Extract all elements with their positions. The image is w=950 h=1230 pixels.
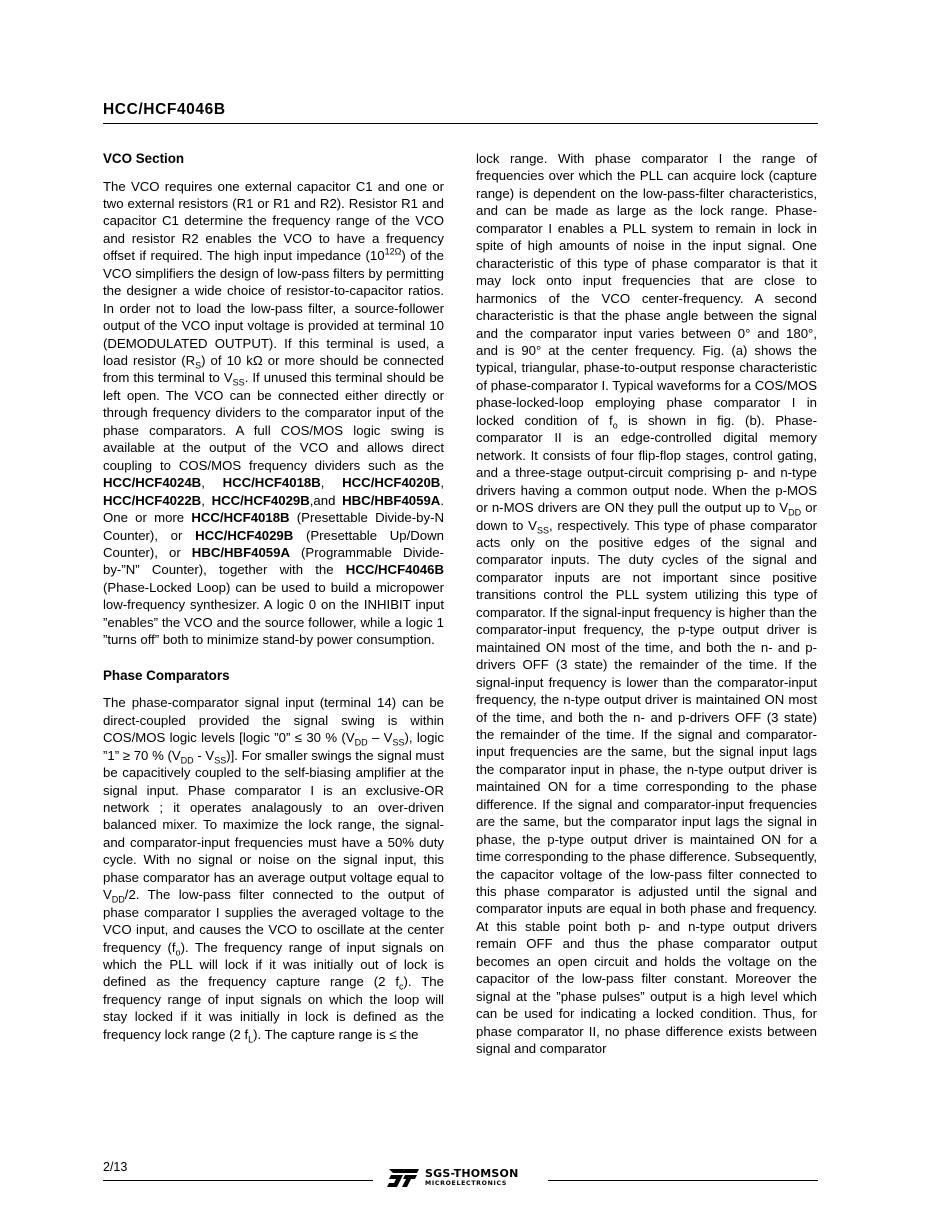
subscript: L (248, 1034, 254, 1045)
subscript: o (612, 420, 618, 431)
text: - V (193, 747, 215, 763)
text: , (201, 492, 212, 508)
text: The VCO requires one external capacitor C1 and one or two external resistors (R1 or R1 and R2). Resistor R1 and capacitor C1 determine the frequency range of the VCO and resistor R2 enables the VCO to have a frequency offset if required. The high input impedance (10 (103, 178, 444, 264)
text: ). The frequency range of input signals on which the PLL will lock if it was initially out of lock is defined as the frequency capture range (2 f (103, 939, 444, 990)
phase-paragraph (103, 694, 444, 1043)
subscript: SS (392, 737, 405, 748)
subscript: c (399, 982, 404, 993)
part-number: HCC/HCF4018B (191, 510, 290, 526)
phase-comparators-heading: Phase Comparators (103, 667, 230, 683)
vco-paragraph (103, 178, 444, 649)
text: ) of 10 kΩ or more should be connected from this terminal to V (103, 353, 444, 386)
text: ). The frequency range of input signals on which the loop will stay locked if it was initially in lock is defined as the frequency lock range (2 f (103, 974, 444, 1042)
text: ), logic ”1” ≥ 70 % (V (103, 730, 444, 763)
part-number: HCC/HCF4029B (211, 492, 310, 508)
part-number: HCC/HCF4046B (345, 562, 444, 578)
logo-line2: MICROELECTRONICS (425, 1180, 507, 1188)
text: , respectively. This type of phase comparator acts only on the positive edges of the signal and comparator inputs. The duty cycles of the signal and comparator inputs are not important since positive transitions control the PLL system utilizing this type of comparator. If the signal-input frequency is higher than the comparator-input frequency, the p-type output driver is maintained ON most of the time, and both the n- and p-drivers OFF (3 state) the remainder of the time. If the signal-input frequency is lower than the comparator-input frequency, the n-type output driver is maintained ON most of the time, and both the n- and p-drivers OFF (3 state) the remainder of the time. If the signal and comparator-input frequencies are the same, but the signal input lags the comparator input in phase, the n-type output driver is maintained ON for a time corresponding to the phase difference. If the signal and comparator-input frequencies are the same, but the comparator input lags the signal in phase, the p-type output driver is maintained ON for a time corresponding to the phase difference. Subsequently, the capacitor voltage of the low-pass filter connected to this phase comparator is adjusted until the signal and comparator inputs are equal in both phase and frequency. At this stable point both p- and n-type output drivers remain OFF and thus the phase comparator output becomes an open circuit and holds the voltage on the capacitor of the low-pass filter constant. Moreover the signal at the ”phase pulses” output is a high level which can be used for indicating a locked condition. Thus, for phase comparator II, no phase difference exists between signal and comparator (476, 517, 817, 1057)
text: ,and (309, 492, 343, 508)
subscript: DD (180, 755, 194, 766)
subscript: o (175, 947, 181, 958)
part-number: HCC/HCF4022B (103, 492, 202, 508)
subscript: SS (214, 755, 227, 766)
text: , (201, 475, 223, 491)
text: )]. For smaller swings the signal must be capacitively coupled to the self-biasing amplifier at the signal input. Phase comparator I is an exclusive-OR network ; it operates analagously to an over-driven balanced mixer. To maximize the lock range, the signal-and comparator-input frequencies must have a 50% duty cycle. With no signal or noise on the signal input, this phase comparator has an average output voltage equal to V (103, 747, 445, 903)
page-number: 2/13 (103, 1160, 128, 1174)
subscript: DD (111, 894, 125, 905)
right-column (476, 150, 817, 1058)
subscript: DD (354, 737, 368, 748)
text: . If unused this terminal should be left open. The VCO can be connected either directly or through frequency dividers to the comparator input of the phase comparators. A full COS/MOS logic swing is available at the output of the VCO and allows direct coupling to COS/MOS frequency dividers such as the (103, 370, 445, 473)
vco-section-heading: VCO Section (103, 151, 185, 166)
text: /2. The low-pass filter connected to the output of phase comparator I supplies the averaged voltage to the VCO input, and causes the VCO to oscillate at the center frequency (f (103, 887, 444, 955)
header-rule (103, 123, 818, 124)
part-number: HCC/HCF4018B (222, 475, 321, 491)
superscript: 12Ω (384, 246, 402, 257)
text: The phase-comparator signal input (terminal 14) can be direct-coupled provided the signal swing is within COS/MOS logic levels [logic ”0” ≤ 30 % (V (103, 695, 444, 746)
text: – V (367, 730, 393, 746)
subscript: SS (536, 525, 549, 536)
text: lock range. With phase comparator I the range of frequencies over which the PLL can acquire lock (capture range) is dependent on the low-pass-filter characteristics, and can be made as large as the lock range. Phase-comparator I enables a PLL system to remain in lock in spite of high amounts of noise in the input signal. One characteristic of this type of phase comparator is that it may lock onto input frequencies that are close to harmonics of the VCO center-frequency. A second characteristic is that the phase angle between the signal and the comparator input varies between 0° and 180°, and is 90° at the center frequency. Fig. (a) shows the typical, triangular, phase-to-output response characteristic of phase-comparator I. Typical waveforms for a COS/MOS phase-locked-loop employing phase comparator I in locked condition of f (476, 151, 817, 428)
text: (Phase-Locked Loop) can be used to build a micropower low-frequency synthesizer. A logic 0 on the INHIBIT input ”enables” the VCO and the source follower, while a logic 1 ”turns off” both to minimize stand-by power consumption. (103, 579, 444, 648)
st-logo (385, 1167, 519, 1189)
text: (Programmable Divide-by-”N” Counter), together with the (103, 545, 444, 578)
part-number: HBC/HBF4059A (191, 545, 290, 561)
text: , (320, 475, 343, 491)
phase-continued-paragraph (476, 150, 817, 1058)
text: (Presettable Up/Down Counter), or (103, 527, 444, 561)
footer-rule-left (103, 1180, 373, 1181)
subscript: SS (232, 378, 245, 389)
part-number: HCC/HCF4029B (195, 527, 294, 543)
st-logo-icon (385, 1167, 421, 1189)
left-column (103, 150, 444, 1043)
part-number: HCC/HCF4024B (103, 475, 202, 491)
text: ). The capture range is ≤ the (253, 1026, 419, 1042)
text: (Presettable Divide-by-N Counter), or (103, 510, 444, 543)
text: ) of the VCO simplifiers the design of low-pass filters by permitting the designer a wide choice of resistor-to-capacitor ratios. In order not to load the low-pass filter, a source-follower output of the VCO input voltage is provided at terminal 10 (DEMODULATED OUTPUT). If this terminal is used, a load resistor (R (103, 248, 444, 369)
text: . One or more (103, 492, 444, 526)
text: is shown in fig. (b). Phase-comparator II is an edge-controlled digital memory network. It consists of four flip-flop stages, control gating, and a three-stage output-circuit comprising p- and n-type drivers having a common output node. When the p-MOS or n-MOS drivers are ON they pull the output up to V (476, 412, 817, 516)
subscript: DD (788, 507, 802, 518)
part-number: HBC/HBF4059A (342, 492, 441, 508)
logo-line1: SGS-THOMSON (425, 1167, 519, 1181)
part-number: HCC/HCF4020B (342, 475, 441, 491)
text: , (440, 475, 444, 491)
footer-rule-right (548, 1180, 818, 1181)
subscript: S (195, 360, 202, 371)
document-header-title: HCC/HCF4046B (103, 101, 226, 118)
text: or down to V (476, 500, 818, 533)
